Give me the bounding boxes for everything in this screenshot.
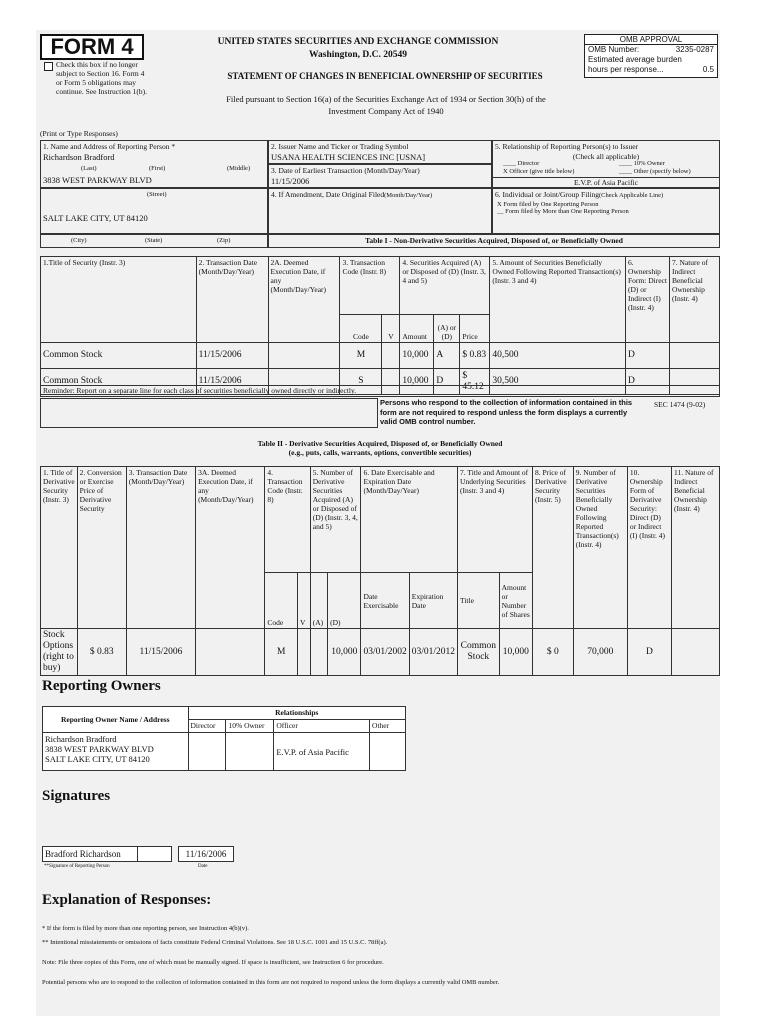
street-address: 3838 WEST PARKWAY BLVD xyxy=(43,175,152,185)
box-2-issuer xyxy=(268,140,492,164)
t1-h-owned: 5. Amount of Securities Beneficially Owned Following Reported Transaction(s) (Instr. 3 and 4) xyxy=(490,257,626,343)
t2-h-owned: 9. Number of Derivative Securities Beneficially Owned Following Reported Transaction(s) (Instr. 4) xyxy=(573,467,627,629)
t1-h-date: 2. Transaction Date (Month/Day/Year) xyxy=(196,257,268,343)
t2-h-price: 8. Price of Derivative Security (Instr. 5) xyxy=(532,467,573,629)
t2-r1-owned: 70,000 xyxy=(573,629,627,676)
t2-r1-form: D xyxy=(627,629,671,676)
signature-name: Bradford Richardson xyxy=(42,846,138,862)
box-4-label-wrap xyxy=(269,189,491,201)
t2-h-conv: 2. Conversion or Exercise Price of Derivative Security xyxy=(77,467,126,629)
box-1-label: 1. Name and Address of Reporting Person * xyxy=(43,142,176,151)
table-2-derivative xyxy=(40,466,720,676)
ro-header-row xyxy=(43,707,406,720)
director-option: ____ Director xyxy=(503,160,540,167)
director-label: Director xyxy=(517,160,540,167)
box-5-sub: (Check all applicable) xyxy=(572,152,640,161)
box-3-earliest-date xyxy=(268,164,492,188)
omb-notice: Persons who respond to the collection of information contained in this form are not required to respond unless the form displays a currently valid OMB control number. xyxy=(380,398,633,426)
filing-more-option: __ Form filed by More than One Reporting Person xyxy=(497,208,629,215)
box-1-city-labels xyxy=(40,234,268,248)
t2-r1-title: Stock Options (right to buy) xyxy=(41,629,78,676)
t2-r1-price: $ 0 xyxy=(532,629,573,676)
t1-sh-amount: Amount xyxy=(400,315,434,343)
first-label: (First) xyxy=(149,165,166,172)
t2-h-deemed: 3A. Deemed Execution Date, if any (Month/Day/Year) xyxy=(196,467,265,629)
t1-r2-owned: 30,500 xyxy=(490,369,626,395)
issuer-name: USANA HEALTH SCIENCES INC [USNA] xyxy=(271,152,426,162)
ro-officer-cell: E.V.P. of Asia Pacific xyxy=(274,733,370,771)
t2-r1-d: 10,000 xyxy=(328,629,361,676)
t1-r1-amount: 10,000 xyxy=(400,343,434,369)
t2-sh-code: Code xyxy=(265,573,298,629)
t2-h-number: 5. Number of Derivative Securities Acquired (A) or Disposed of (D) (Instr. 3, 4, and 5) xyxy=(310,467,361,573)
table-2-title-block xyxy=(40,439,720,457)
explanation-heading: Explanation of Responses: xyxy=(42,892,212,908)
t1-r1-nature xyxy=(669,343,719,369)
signature-blank xyxy=(138,846,172,862)
t1-r1-code: M xyxy=(340,343,382,369)
middle-label: (Middle) xyxy=(227,165,251,172)
filed-line-2: Investment Company Act of 1940 xyxy=(328,106,444,116)
reporting-person-name: Richardson Bradford xyxy=(43,152,115,162)
ro-owner-name: Richardson Bradford xyxy=(45,734,117,744)
t1-h-securities: 4. Securities Acquired (A) or Disposed of (D) (Instr. 3, 4 and 5) xyxy=(400,257,490,315)
filing-one-label: Form filed by One Reporting Person xyxy=(503,201,599,208)
t2-r1-under-title: Common Stock xyxy=(458,629,500,676)
t1-r2-aord: D xyxy=(434,369,460,395)
agency-name: UNITED STATES SECURITIES AND EXCHANGE COMMISSION xyxy=(217,37,499,47)
box-6-label: 6. Individual or Joint/Group Filing xyxy=(495,190,599,199)
box-5-relationship xyxy=(492,140,720,188)
ro-officer-header: Officer xyxy=(274,720,370,733)
omb-hours-label: hours per response... xyxy=(588,65,664,74)
t1-r1-owned: 40,500 xyxy=(490,343,626,369)
t2-r1-expiration: 03/01/2012 xyxy=(409,629,457,676)
t2-h-title: 1. Title of Derivative Security (Instr. 3) xyxy=(41,467,78,629)
officer-option xyxy=(503,168,574,175)
box-1-address-continued xyxy=(40,188,268,234)
t1-r2-date: 11/15/2006 xyxy=(196,369,268,395)
statement-title: STATEMENT OF CHANGES IN BENEFICIAL OWNERSHIP OF SECURITIES xyxy=(227,71,543,81)
print-type-note: (Print or Type Responses) xyxy=(40,129,118,138)
t1-sh-v: V xyxy=(382,315,400,343)
omb-number-row xyxy=(585,45,717,55)
officer-label: Officer (give title below) xyxy=(509,168,575,175)
city-state-zip: SALT LAKE CITY, UT 84120 xyxy=(43,213,148,223)
box-1-reporting-person xyxy=(40,140,268,188)
t2-sh-amount: Amount or Number of Shares xyxy=(499,573,532,629)
t1-r1-price: $ 0.83 xyxy=(460,343,490,369)
t1-h-title: 1.Title of Security (Instr. 3) xyxy=(41,257,197,343)
officer-title: E.V.P. of Asia Pacific xyxy=(493,177,719,187)
t1-h-nature: 7. Nature of Indirect Beneficial Ownership (Instr. 4) xyxy=(669,257,719,343)
box-2-label: 2. Issuer Name and Ticker or Trading Symbol xyxy=(271,142,409,151)
t2-h-underlying: 7. Title and Amount of Underlying Securities (Instr. 3 and 4) xyxy=(458,467,533,573)
state-label: (State) xyxy=(145,237,163,244)
reminder-line: Reminder: Report on a separate line for each class of securities beneficially owned directly or indirectly. xyxy=(40,385,720,397)
omb-number-label: OMB Number: xyxy=(588,45,640,54)
last-label: (Last) xyxy=(81,165,97,172)
ro-director-cell xyxy=(188,733,226,771)
ro-owner-street: 3838 WEST PARKWAY BLVD xyxy=(45,744,154,754)
checkbox-instruction-text: Check this box if no longer subject to Section 16. Form 4 or Form 5 obligations may continue. See Instruction 1(b). xyxy=(56,60,148,96)
ro-director-header: Director xyxy=(188,720,226,733)
omb-burden-row xyxy=(585,55,717,65)
ro-owner-city: SALT LAKE CITY, UT 84120 xyxy=(45,754,150,764)
t2-h-date: 3. Transaction Date (Month/Day/Year) xyxy=(126,467,195,629)
t2-sh-d: (D) xyxy=(328,573,361,629)
explanation-note-3: Note: File three copies of this Form, one of which must be manually signed. If space is insufficient, see Instruction 6 for procedure. xyxy=(42,959,384,966)
table-2-header-row xyxy=(41,467,720,573)
ten-pct-label: 10% Owner xyxy=(633,160,665,167)
box-6-label-wrap xyxy=(493,189,719,201)
t1-h-form: 6. Ownership Form: Direct (D) or Indirect (I) (Instr. 4) xyxy=(626,257,670,343)
no-longer-subject-checkbox[interactable] xyxy=(44,62,53,71)
filed-line-1: Filed pursuant to Section 16(a) of the Securities Exchange Act of 1934 or Section 30(h) of the xyxy=(226,94,546,104)
street-label: (Street) xyxy=(147,191,167,198)
t2-r1-v xyxy=(298,629,311,676)
ro-ten-pct-header: 10% Owner xyxy=(226,720,274,733)
t1-sh-price: Price xyxy=(460,315,490,343)
t2-r1-deemed xyxy=(196,629,265,676)
explanation-note-1: * If the form is filed by more than one reporting person, see Instruction 4(b)(v). xyxy=(42,925,249,932)
signature-date: 11/16/2006 xyxy=(178,846,234,862)
table-1-header-row xyxy=(41,257,720,315)
t1-sh-aord: (A) or (D) xyxy=(434,315,460,343)
other-option: ____ Other (specify below) xyxy=(619,168,691,175)
t2-sh-title: Title xyxy=(458,573,500,629)
other-label: Other (specify below) xyxy=(633,168,691,175)
box-4-sub: (Month/Day/Year) xyxy=(384,192,433,199)
signature-label: **Signature of Reporting Person xyxy=(44,864,110,869)
explanation-note-4: Potential persons who are to respond to the collection of information contained in this form are not required to respond unless the form displays a currently valid OMB number. xyxy=(42,979,500,986)
t2-sh-a: (A) xyxy=(310,573,327,629)
t2-r1-exercisable: 03/01/2002 xyxy=(361,629,409,676)
table-2-title: Table II - Derivative Securities Acquired, Disposed of, or Beneficially Owned xyxy=(257,439,503,448)
reminder-blank-box xyxy=(40,398,378,428)
t2-sh-v: V xyxy=(298,573,311,629)
t1-r2-title: Common Stock xyxy=(41,369,197,395)
table-1-non-derivative xyxy=(40,256,720,395)
reporting-owners-table xyxy=(42,706,406,771)
t1-r2-amount: 10,000 xyxy=(400,369,434,395)
ro-owner-address xyxy=(43,733,189,771)
t2-h-dates: 6. Date Exercisable and Expiration Date (Month/Day/Year) xyxy=(361,467,458,573)
box-3-label: 3. Date of Earliest Transaction (Month/Day/Year) xyxy=(271,166,420,175)
t2-h-nature: 11. Nature of Indirect Beneficial Ownership (Instr. 4) xyxy=(671,467,719,629)
t1-r1-aord: A xyxy=(434,343,460,369)
t1-h-deemed: 2A. Deemed Execution Date, if any (Month/Day/Year) xyxy=(268,257,340,343)
agency-heading xyxy=(186,36,530,62)
t1-r1-date: 11/15/2006 xyxy=(196,343,268,369)
t2-h-form: 10. Ownership Form of Derivative Security: Direct (D) or Indirect (I) (Instr. 4) xyxy=(627,467,671,629)
sec-code: SEC 1474 (9-02) xyxy=(654,400,706,409)
city-label: (City) xyxy=(71,237,87,244)
t1-r2-form: D xyxy=(626,369,670,395)
omb-approval-title: OMB APPROVAL xyxy=(585,35,717,45)
t2-r1-under-amount: 10,000 xyxy=(499,629,532,676)
form-title: FORM 4 xyxy=(40,34,144,60)
table-row xyxy=(43,733,406,771)
form-page xyxy=(36,30,720,1016)
t2-sh-exercisable: Date Exercisable xyxy=(361,573,409,629)
t2-r1-a xyxy=(310,629,327,676)
omb-hours-value: 0.5 xyxy=(702,65,714,74)
earliest-transaction-date: 11/15/2006 xyxy=(271,176,310,186)
ro-other-cell xyxy=(370,733,406,771)
box-4-label: 4. If Amendment, Date Original Filed xyxy=(271,190,385,199)
date-label: Date xyxy=(198,864,208,869)
explanation-note-2: ** Intentional misstatements or omissions of facts constitute Federal Criminal Violations. See 18 U.S.C. 1001 and 15 U.S.C. 78ff(a). xyxy=(42,939,388,946)
t1-r1-form: D xyxy=(626,343,670,369)
box-6-sub: (Check Applicable Line) xyxy=(598,192,664,199)
omb-hours-row xyxy=(585,65,717,75)
ro-relationships-header: Relationships xyxy=(188,707,405,720)
box-5-label: 5. Relationship of Reporting Person(s) to Issuer xyxy=(495,142,639,151)
omb-number-value: 3235-0287 xyxy=(675,45,714,54)
reporting-owners-heading: Reporting Owners xyxy=(42,678,161,694)
t2-r1-code: M xyxy=(265,629,298,676)
table-2-subtitle: (e.g., puts, calls, warrants, options, convertible securities) xyxy=(288,448,472,457)
t2-r1-date: 11/15/2006 xyxy=(126,629,195,676)
agency-address: Washington, D.C. 20549 xyxy=(309,50,407,60)
t2-sh-expiration: Expiration Date xyxy=(409,573,457,629)
t1-r2-code: S xyxy=(340,369,382,395)
table-row xyxy=(41,629,720,676)
t1-r1-title: Common Stock xyxy=(41,343,197,369)
t2-r1-conv: $ 0.83 xyxy=(77,629,126,676)
t2-r1-nature xyxy=(671,629,719,676)
t1-r2-price: $ 45.12 xyxy=(460,369,490,395)
ro-ten-pct-cell xyxy=(226,733,274,771)
reporting-boxes xyxy=(40,140,720,256)
box-4-amendment xyxy=(268,188,492,234)
omb-burden-label: Estimated average burden xyxy=(588,55,682,64)
ten-pct-option: ____ 10% Owner xyxy=(619,160,665,167)
box-6-filing xyxy=(492,188,720,234)
filing-mark: X xyxy=(497,201,502,208)
table-row xyxy=(41,343,720,369)
filed-pursuant-text xyxy=(156,93,616,117)
officer-mark: X xyxy=(503,168,508,175)
t1-r1-deemed xyxy=(268,343,340,369)
t1-r1-v xyxy=(382,343,400,369)
signatures-heading: Signatures xyxy=(42,788,111,804)
t1-sh-code: Code xyxy=(340,315,382,343)
t1-h-code: 3. Transaction Code (Instr. 8) xyxy=(340,257,400,315)
ro-other-header: Other xyxy=(370,720,406,733)
zip-label: (Zip) xyxy=(217,237,231,244)
omb-approval-box xyxy=(584,34,718,78)
table-1-title: Table I - Non-Derivative Securities Acquired, Disposed of, or Beneficially Owned xyxy=(268,234,720,248)
t2-h-code: 4. Transaction Code (Instr. 8) xyxy=(265,467,310,573)
ro-name-header: Reporting Owner Name / Address xyxy=(43,707,189,733)
filing-one-option xyxy=(493,201,719,208)
filing-more-label: Form filed by More than One Reporting Person xyxy=(505,208,629,215)
